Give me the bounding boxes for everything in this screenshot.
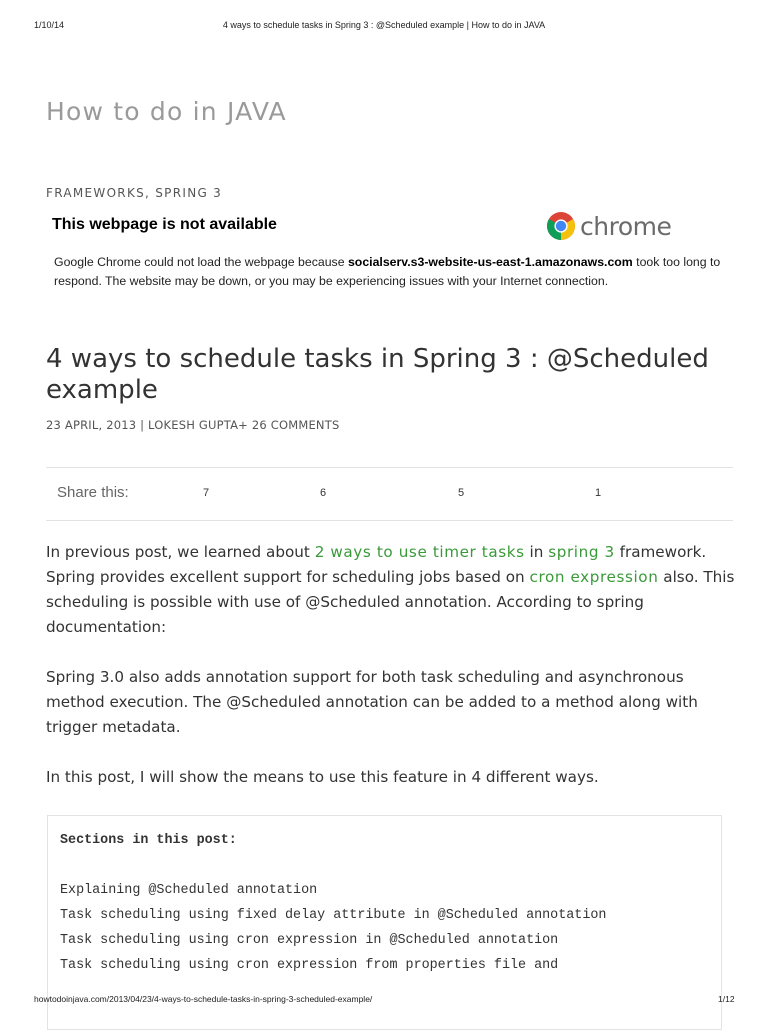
paragraph-intro [46, 540, 736, 640]
error-message-prefix: Google Chrome could not load the webpage because [54, 255, 348, 269]
share-count-1[interactable]: 7 [203, 487, 210, 499]
share-divider-top [46, 467, 733, 468]
error-host: socialserv.s3-website-us-east-1.amazonaws.com [347, 255, 633, 269]
print-url: howtodoinjava.com/2013/04/23/4-ways-to-schedule-tasks-in-spring-3-scheduled-example/ [34, 994, 373, 1004]
link-spring-3[interactable]: spring 3 [548, 543, 615, 561]
print-page-title: 4 ways to schedule tasks in Spring 3 : @Scheduled example | How to do in JAVA [222, 20, 546, 30]
section-item: Task scheduling using fixed delay attribute in @Scheduled annotation [60, 908, 607, 923]
share-label: Share this: [57, 484, 129, 501]
error-heading: This webpage is not available [52, 216, 277, 233]
paragraph-quote: Spring 3.0 also adds annotation support for both task scheduling and asynchronous method execution. The @Scheduled annotation can be added to a method along with trigger metadata. [46, 668, 698, 736]
share-divider-bottom [46, 520, 733, 521]
print-page-number: 1/12 [718, 994, 735, 1004]
category-links[interactable]: FRAMEWORKS, SPRING 3 [46, 186, 223, 200]
link-timer-tasks[interactable]: 2 ways to use timer tasks [314, 543, 525, 561]
intro-text-2: in [524, 543, 549, 561]
share-count-2[interactable]: 6 [320, 487, 327, 499]
intro-text-1: In previous post, we learned about [46, 543, 315, 561]
post-meta: 23 APRIL, 2013 | LOKESH GUPTA+ 26 COMMENTS [46, 418, 340, 432]
section-item: Task scheduling using cron expression in @Scheduled annotation [60, 933, 559, 948]
section-item: Explaining @Scheduled annotation [60, 883, 318, 898]
intro-text-3: framework. Spring provides excellent support for scheduling jobs based on [46, 543, 707, 586]
site-title-link[interactable]: How to do in JAVA [46, 97, 287, 126]
chrome-logo-text: chrome [580, 211, 672, 241]
paragraph-outline: In this post, I will show the means to use this feature in 4 different ways. [46, 768, 599, 786]
chrome-icon [546, 211, 576, 241]
share-count-3[interactable]: 5 [458, 487, 465, 499]
error-message [54, 253, 724, 291]
share-count-4[interactable]: 1 [595, 487, 602, 499]
print-date: 1/10/14 [34, 20, 65, 30]
intro-text-4: also. This scheduling is possible with use of @Scheduled annotation. According to spring documentation: [46, 568, 735, 636]
post-title: 4 ways to schedule tasks in Spring 3 : @Scheduled example [46, 344, 709, 405]
sections-heading: Sections in this post: [60, 833, 237, 848]
link-cron-expression[interactable]: cron expression [529, 568, 659, 586]
chrome-logo [546, 211, 671, 241]
error-message-suffix: took too long to respond. The website may be down, or you may be experiencing issues with your Internet connection. [54, 255, 721, 288]
section-item: Task scheduling using cron expression from properties file and [60, 958, 559, 973]
